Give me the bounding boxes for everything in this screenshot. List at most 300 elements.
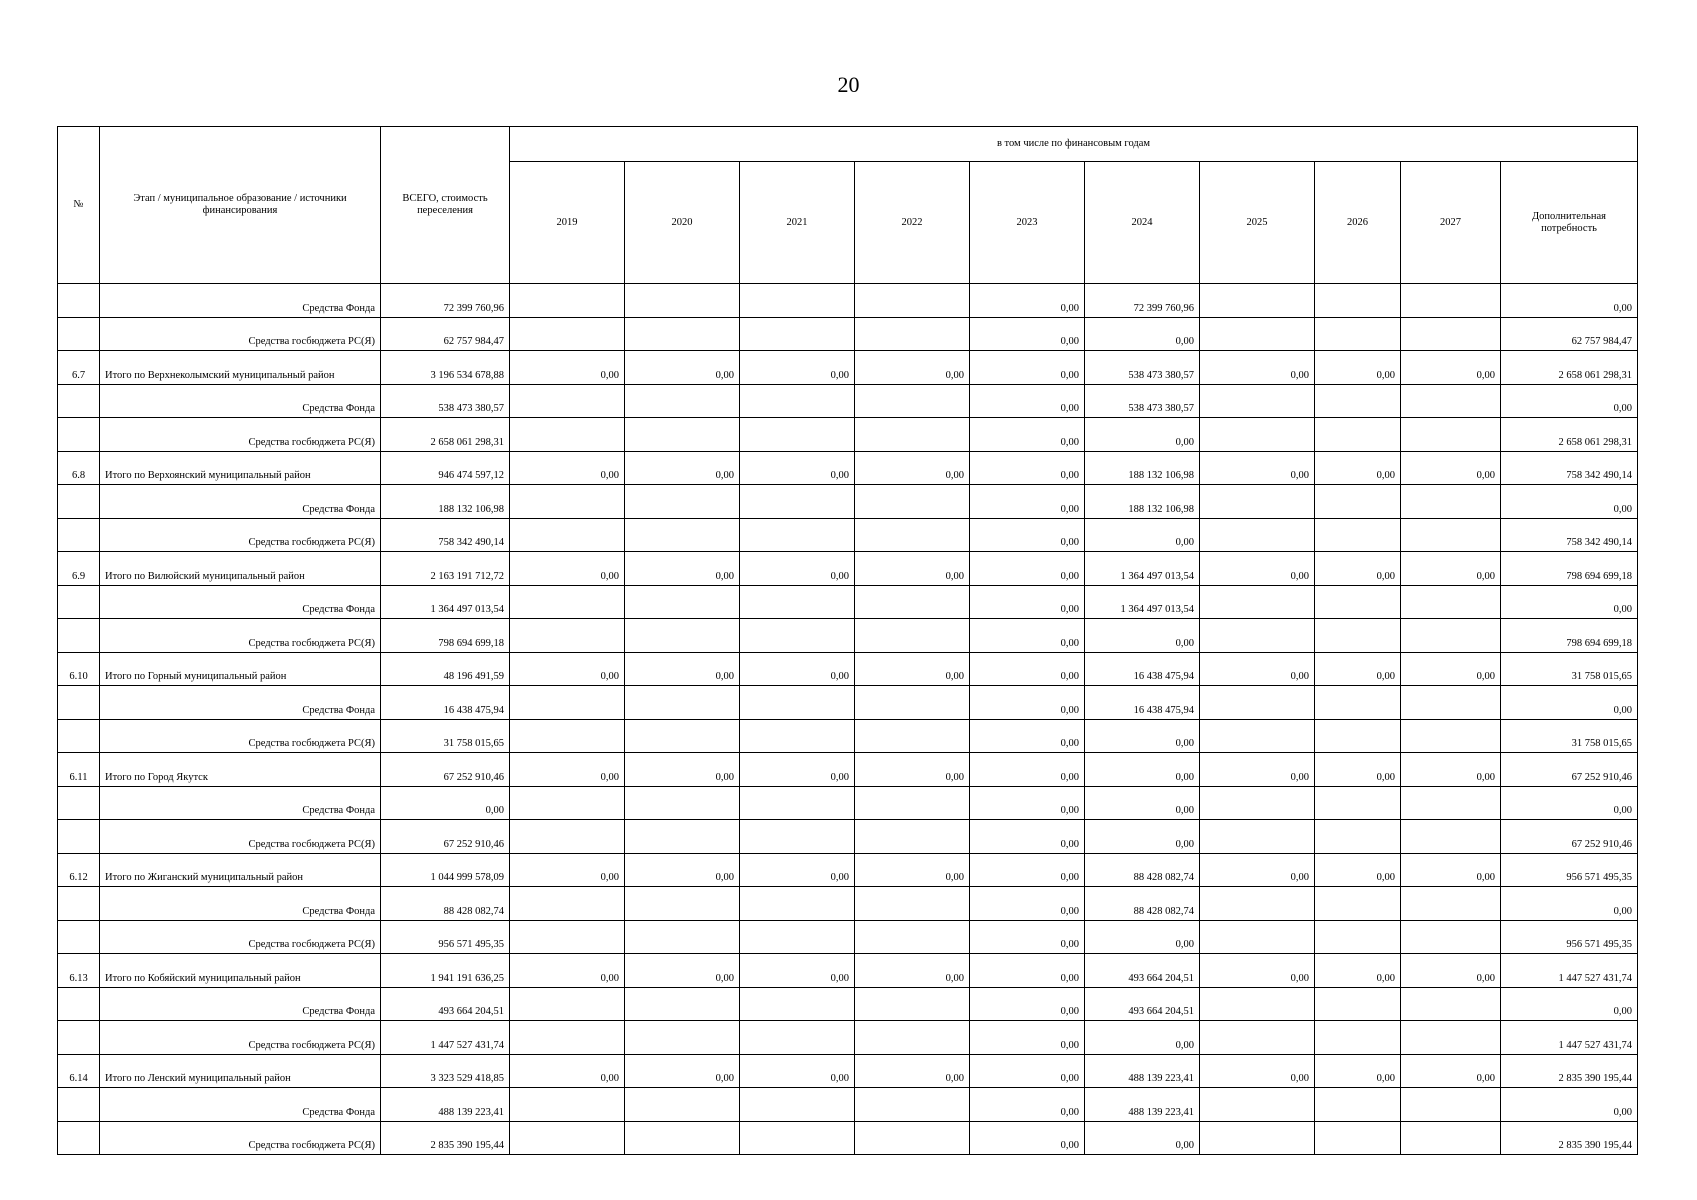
row-year-value: 0,00 (970, 518, 1085, 552)
row-year-value (740, 887, 855, 921)
row-year-value (510, 518, 625, 552)
row-year-value (510, 1088, 625, 1122)
row-year-value (855, 987, 970, 1021)
row-year-value: 488 139 223,41 (1085, 1054, 1200, 1088)
row-year-value (510, 619, 625, 653)
row-year-value: 0,00 (855, 451, 970, 485)
row-extra: 798 694 699,18 (1501, 552, 1638, 586)
row-year-value (1401, 786, 1501, 820)
row-year-value (625, 284, 740, 318)
header-extra: Дополнительная потребность (1501, 162, 1638, 284)
row-year-value: 0,00 (1085, 619, 1200, 653)
row-year-value: 0,00 (1200, 451, 1315, 485)
row-year-value: 0,00 (625, 753, 740, 787)
table-row (58, 384, 1638, 418)
row-year-value: 0,00 (1200, 652, 1315, 686)
row-extra: 0,00 (1501, 585, 1638, 619)
row-extra: 31 758 015,65 (1501, 652, 1638, 686)
row-year-value: 493 664 204,51 (1085, 954, 1200, 988)
row-year-value (510, 920, 625, 954)
row-year-value: 0,00 (970, 853, 1085, 887)
row-number (58, 619, 100, 653)
row-number (58, 518, 100, 552)
row-year-value: 188 132 106,98 (1085, 451, 1200, 485)
row-year-value: 0,00 (1085, 317, 1200, 351)
row-year-value: 0,00 (1401, 1054, 1501, 1088)
header-year: 2025 (1200, 162, 1315, 284)
row-year-value: 0,00 (1315, 753, 1401, 787)
row-extra: 1 447 527 431,74 (1501, 954, 1638, 988)
row-year-value: 0,00 (970, 719, 1085, 753)
row-year-value (625, 418, 740, 452)
row-year-value: 0,00 (1200, 351, 1315, 385)
row-total: 67 252 910,46 (381, 820, 510, 854)
row-total: 72 399 760,96 (381, 284, 510, 318)
row-extra: 2 658 061 298,31 (1501, 418, 1638, 452)
row-label: Средства Фонда (100, 284, 381, 318)
table-row (58, 786, 1638, 820)
row-year-value (855, 1021, 970, 1055)
table-row (58, 284, 1638, 318)
row-year-value (1315, 485, 1401, 519)
row-year-value: 0,00 (855, 351, 970, 385)
row-year-value: 0,00 (1085, 518, 1200, 552)
row-extra: 62 757 984,47 (1501, 317, 1638, 351)
row-year-value (1200, 820, 1315, 854)
row-number: 6.11 (58, 753, 100, 787)
header-year: 2022 (855, 162, 970, 284)
row-label: Итого по Верхнеколымский муниципальный район (100, 351, 381, 385)
row-year-value (1200, 786, 1315, 820)
row-year-value: 1 364 497 013,54 (1085, 552, 1200, 586)
row-year-value: 0,00 (510, 451, 625, 485)
table-row (58, 1054, 1638, 1088)
row-year-value: 0,00 (1200, 954, 1315, 988)
row-number (58, 585, 100, 619)
row-year-value (1200, 518, 1315, 552)
row-year-value (625, 518, 740, 552)
row-label: Итого по Ленский муниципальный район (100, 1054, 381, 1088)
row-year-value (855, 1121, 970, 1155)
row-total: 798 694 699,18 (381, 619, 510, 653)
row-year-value (1200, 1121, 1315, 1155)
row-year-value: 0,00 (970, 987, 1085, 1021)
row-year-value (510, 987, 625, 1021)
row-year-value: 0,00 (970, 552, 1085, 586)
row-year-value: 0,00 (970, 284, 1085, 318)
row-year-value: 0,00 (1085, 820, 1200, 854)
row-label: Средства госбюджета РС(Я) (100, 1021, 381, 1055)
row-extra: 31 758 015,65 (1501, 719, 1638, 753)
row-extra: 67 252 910,46 (1501, 820, 1638, 854)
header-year: 2027 (1401, 162, 1501, 284)
row-year-value: 188 132 106,98 (1085, 485, 1200, 519)
row-year-value: 0,00 (625, 1054, 740, 1088)
row-total: 956 571 495,35 (381, 920, 510, 954)
row-year-value: 0,00 (970, 920, 1085, 954)
table-row (58, 518, 1638, 552)
row-label: Итого по Вилюйский муниципальный район (100, 552, 381, 586)
row-number (58, 820, 100, 854)
row-year-value: 0,00 (510, 954, 625, 988)
row-year-value (855, 284, 970, 318)
row-year-value: 88 428 082,74 (1085, 853, 1200, 887)
row-extra: 0,00 (1501, 384, 1638, 418)
row-number: 6.10 (58, 652, 100, 686)
row-number: 6.12 (58, 853, 100, 887)
row-year-value: 0,00 (510, 1054, 625, 1088)
row-number: 6.13 (58, 954, 100, 988)
row-total: 3 323 529 418,85 (381, 1054, 510, 1088)
row-year-value: 0,00 (740, 451, 855, 485)
row-year-value: 0,00 (855, 552, 970, 586)
table-row (58, 820, 1638, 854)
row-label: Итого по Верхоянский муниципальный район (100, 451, 381, 485)
row-year-value: 0,00 (970, 619, 1085, 653)
row-number (58, 317, 100, 351)
row-year-value (855, 518, 970, 552)
header-name: Этап / муниципальное образование / источники финансирования (100, 127, 381, 284)
row-year-value (855, 384, 970, 418)
row-year-value (855, 418, 970, 452)
row-label: Средства Фонда (100, 485, 381, 519)
row-number (58, 1088, 100, 1122)
header-year: 2020 (625, 162, 740, 284)
row-year-value (625, 786, 740, 820)
row-year-value (1401, 820, 1501, 854)
row-extra: 67 252 910,46 (1501, 753, 1638, 787)
row-year-value: 0,00 (740, 753, 855, 787)
row-year-value: 0,00 (970, 585, 1085, 619)
row-year-value (625, 585, 740, 619)
header-years-group: в том числе по финансовым годам (510, 127, 1638, 162)
row-year-value (510, 384, 625, 418)
row-year-value (740, 518, 855, 552)
row-year-value: 0,00 (625, 451, 740, 485)
row-year-value (1200, 1088, 1315, 1122)
row-total: 62 757 984,47 (381, 317, 510, 351)
row-year-value (1401, 485, 1501, 519)
row-total: 1 941 191 636,25 (381, 954, 510, 988)
table-row (58, 887, 1638, 921)
row-year-value (510, 820, 625, 854)
row-year-value (1315, 1021, 1401, 1055)
row-year-value: 0,00 (510, 853, 625, 887)
row-year-value (740, 719, 855, 753)
resettlement-table (57, 126, 1638, 1155)
row-year-value: 493 664 204,51 (1085, 987, 1200, 1021)
row-label: Итого по Город Якутск (100, 753, 381, 787)
table-row (58, 853, 1638, 887)
row-extra: 956 571 495,35 (1501, 853, 1638, 887)
row-year-value: 0,00 (740, 954, 855, 988)
row-year-value (1401, 920, 1501, 954)
row-year-value (1401, 384, 1501, 418)
row-year-value (625, 920, 740, 954)
row-year-value: 538 473 380,57 (1085, 384, 1200, 418)
row-total: 16 438 475,94 (381, 686, 510, 720)
row-number (58, 284, 100, 318)
row-year-value: 0,00 (1401, 652, 1501, 686)
row-extra: 2 835 390 195,44 (1501, 1054, 1638, 1088)
table-row (58, 652, 1638, 686)
row-number (58, 719, 100, 753)
row-year-value (1315, 518, 1401, 552)
row-year-value: 538 473 380,57 (1085, 351, 1200, 385)
row-year-value (625, 987, 740, 1021)
row-extra: 0,00 (1501, 786, 1638, 820)
row-extra: 2 658 061 298,31 (1501, 351, 1638, 385)
row-year-value: 0,00 (1401, 451, 1501, 485)
row-label: Итого по Жиганский муниципальный район (100, 853, 381, 887)
row-year-value (510, 1021, 625, 1055)
row-year-value (1200, 719, 1315, 753)
table-row (58, 317, 1638, 351)
row-total: 2 163 191 712,72 (381, 552, 510, 586)
row-year-value (1315, 317, 1401, 351)
row-total: 3 196 534 678,88 (381, 351, 510, 385)
row-year-value (1200, 585, 1315, 619)
row-label: Средства госбюджета РС(Я) (100, 1121, 381, 1155)
row-year-value (625, 887, 740, 921)
row-number: 6.14 (58, 1054, 100, 1088)
row-year-value: 0,00 (740, 552, 855, 586)
row-year-value (625, 686, 740, 720)
row-number (58, 1121, 100, 1155)
row-year-value (855, 585, 970, 619)
row-year-value: 0,00 (855, 853, 970, 887)
row-year-value (1315, 1121, 1401, 1155)
row-number (58, 686, 100, 720)
row-year-value: 0,00 (970, 954, 1085, 988)
row-extra: 0,00 (1501, 284, 1638, 318)
row-year-value (1315, 619, 1401, 653)
row-year-value (625, 1088, 740, 1122)
row-year-value: 0,00 (970, 1088, 1085, 1122)
header-total: ВСЕГО, стоимость переселения (381, 127, 510, 284)
row-number (58, 887, 100, 921)
row-year-value: 16 438 475,94 (1085, 652, 1200, 686)
row-year-value: 0,00 (1085, 786, 1200, 820)
header-year: 2019 (510, 162, 625, 284)
row-number: 6.8 (58, 451, 100, 485)
row-year-value (740, 284, 855, 318)
row-total: 758 342 490,14 (381, 518, 510, 552)
row-year-value (1401, 619, 1501, 653)
row-year-value (1200, 1021, 1315, 1055)
table-row (58, 954, 1638, 988)
row-year-value (510, 686, 625, 720)
row-year-value (740, 485, 855, 519)
row-year-value (855, 786, 970, 820)
table-row (58, 987, 1638, 1021)
row-total: 2 835 390 195,44 (381, 1121, 510, 1155)
row-label: Средства Фонда (100, 786, 381, 820)
row-year-value (625, 619, 740, 653)
row-extra: 2 835 390 195,44 (1501, 1121, 1638, 1155)
table-row (58, 1088, 1638, 1122)
row-year-value (855, 1088, 970, 1122)
row-year-value: 0,00 (970, 384, 1085, 418)
row-year-value: 0,00 (1401, 351, 1501, 385)
row-year-value (510, 284, 625, 318)
row-year-value: 0,00 (1401, 853, 1501, 887)
row-label: Средства госбюджета РС(Я) (100, 619, 381, 653)
row-year-value: 0,00 (1085, 920, 1200, 954)
row-year-value: 0,00 (1401, 552, 1501, 586)
row-year-value (1315, 585, 1401, 619)
row-year-value (1401, 518, 1501, 552)
row-year-value: 0,00 (625, 954, 740, 988)
row-total: 67 252 910,46 (381, 753, 510, 787)
row-year-value: 0,00 (740, 652, 855, 686)
table-header (58, 127, 1638, 284)
row-year-value (1401, 1088, 1501, 1122)
row-year-value: 0,00 (970, 1121, 1085, 1155)
row-year-value (1401, 284, 1501, 318)
row-label: Средства Фонда (100, 585, 381, 619)
row-year-value (855, 317, 970, 351)
row-year-value: 88 428 082,74 (1085, 887, 1200, 921)
row-year-value: 0,00 (1315, 853, 1401, 887)
row-year-value (740, 686, 855, 720)
row-extra: 0,00 (1501, 1088, 1638, 1122)
row-year-value: 0,00 (970, 820, 1085, 854)
row-total: 88 428 082,74 (381, 887, 510, 921)
row-year-value: 0,00 (1085, 753, 1200, 787)
row-year-value (1200, 418, 1315, 452)
row-year-value: 0,00 (1315, 351, 1401, 385)
row-year-value (1200, 284, 1315, 318)
table-row (58, 485, 1638, 519)
row-year-value (510, 485, 625, 519)
row-year-value (740, 1121, 855, 1155)
row-total: 493 664 204,51 (381, 987, 510, 1021)
row-label: Средства Фонда (100, 887, 381, 921)
row-year-value (510, 418, 625, 452)
row-year-value (740, 987, 855, 1021)
row-year-value: 0,00 (970, 451, 1085, 485)
row-year-value: 0,00 (970, 351, 1085, 385)
row-total: 188 132 106,98 (381, 485, 510, 519)
row-year-value: 0,00 (1315, 652, 1401, 686)
row-year-value: 0,00 (855, 954, 970, 988)
row-year-value (1200, 987, 1315, 1021)
row-year-value: 0,00 (1315, 954, 1401, 988)
row-year-value: 0,00 (1315, 1054, 1401, 1088)
row-year-value (855, 920, 970, 954)
row-year-value (740, 1088, 855, 1122)
row-label: Итого по Кобяйский муниципальный район (100, 954, 381, 988)
table-row (58, 686, 1638, 720)
row-total: 488 139 223,41 (381, 1088, 510, 1122)
row-year-value (740, 820, 855, 854)
row-total: 1 364 497 013,54 (381, 585, 510, 619)
row-year-value (1401, 585, 1501, 619)
row-year-value (855, 820, 970, 854)
row-year-value: 0,00 (625, 853, 740, 887)
row-year-value (510, 1121, 625, 1155)
row-extra: 956 571 495,35 (1501, 920, 1638, 954)
row-year-value (740, 317, 855, 351)
row-year-value: 0,00 (1200, 853, 1315, 887)
row-year-value: 0,00 (855, 753, 970, 787)
row-year-value: 72 399 760,96 (1085, 284, 1200, 318)
row-year-value (1200, 317, 1315, 351)
row-number (58, 418, 100, 452)
row-year-value (510, 887, 625, 921)
row-year-value (855, 686, 970, 720)
row-year-value (625, 820, 740, 854)
row-year-value (740, 920, 855, 954)
row-year-value (740, 585, 855, 619)
row-year-value (625, 1121, 740, 1155)
row-year-value: 0,00 (510, 753, 625, 787)
row-year-value: 0,00 (1085, 1021, 1200, 1055)
row-year-value: 0,00 (740, 853, 855, 887)
row-year-value (625, 719, 740, 753)
row-year-value (510, 317, 625, 351)
row-total: 946 474 597,12 (381, 451, 510, 485)
row-total: 1 447 527 431,74 (381, 1021, 510, 1055)
row-year-value (1200, 686, 1315, 720)
row-label: Средства Фонда (100, 686, 381, 720)
row-year-value: 0,00 (970, 317, 1085, 351)
row-year-value (1401, 987, 1501, 1021)
row-year-value: 0,00 (625, 552, 740, 586)
row-year-value (1315, 887, 1401, 921)
row-year-value (1200, 920, 1315, 954)
row-year-value (1315, 786, 1401, 820)
row-year-value (740, 384, 855, 418)
row-year-value: 0,00 (740, 351, 855, 385)
header-year: 2023 (970, 162, 1085, 284)
table-row (58, 351, 1638, 385)
row-total: 0,00 (381, 786, 510, 820)
row-year-value (1315, 284, 1401, 318)
row-total: 538 473 380,57 (381, 384, 510, 418)
row-year-value (1315, 686, 1401, 720)
row-year-value (740, 786, 855, 820)
row-year-value: 1 364 497 013,54 (1085, 585, 1200, 619)
row-year-value: 0,00 (1315, 552, 1401, 586)
row-year-value: 0,00 (1401, 753, 1501, 787)
row-year-value: 0,00 (855, 652, 970, 686)
row-extra: 0,00 (1501, 987, 1638, 1021)
row-year-value (625, 485, 740, 519)
row-label: Средства госбюджета РС(Я) (100, 719, 381, 753)
row-label: Средства госбюджета РС(Я) (100, 920, 381, 954)
row-year-value (625, 317, 740, 351)
row-number (58, 920, 100, 954)
row-extra: 1 447 527 431,74 (1501, 1021, 1638, 1055)
row-year-value (510, 585, 625, 619)
row-year-value (740, 619, 855, 653)
row-number (58, 384, 100, 418)
row-total: 48 196 491,59 (381, 652, 510, 686)
row-year-value: 0,00 (970, 1021, 1085, 1055)
row-year-value (1315, 1088, 1401, 1122)
row-extra: 758 342 490,14 (1501, 451, 1638, 485)
row-label: Средства Фонда (100, 1088, 381, 1122)
row-label: Средства госбюджета РС(Я) (100, 518, 381, 552)
row-year-value (1401, 1121, 1501, 1155)
table-row (58, 719, 1638, 753)
row-number: 6.7 (58, 351, 100, 385)
row-year-value (1401, 719, 1501, 753)
row-year-value (855, 887, 970, 921)
row-total: 2 658 061 298,31 (381, 418, 510, 452)
